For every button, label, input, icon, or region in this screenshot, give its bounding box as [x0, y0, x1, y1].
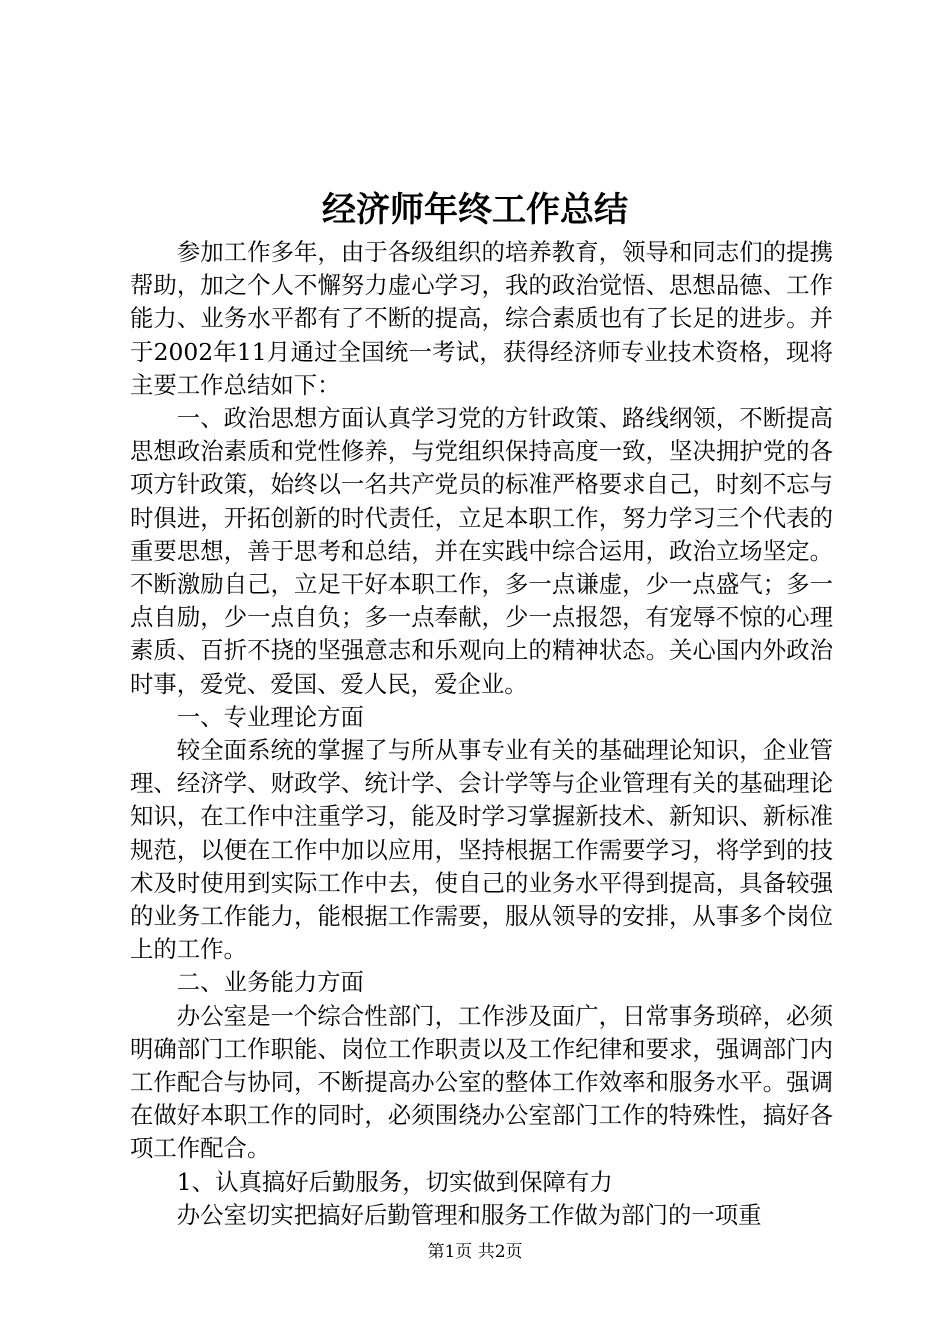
- logistics-paragraph: 办公室切实把搞好后勤管理和服务工作做为部门的一项重: [176, 1200, 762, 1229]
- document-body: [130, 236, 833, 1232]
- business-ability-paragraph: 办公室是一个综合性部门，工作涉及面广，日常事务琐碎，必须明确部门工作职能、岗位工作职责以及工作纪律和要求，强调部门内工作配合与协同，不断提高办公室的整体工作效率和服务水平。强调在做好本职工作的同时，必须围绕办公室部门工作的特殊性，搞好各项工作配合。: [130, 1001, 833, 1163]
- political-thought-paragraph: 一、政治思想方面认真学习党的方针政策、路线纲领，不断提高思想政治素质和党性修养，与党组织保持高度一致，坚决拥护党的各项方针政策，始终以一名共产党员的标准严格要求自己，时刻不忘与时俱进，开拓创新的时代责任，立足本职工作，努力学习三个代表的重要思想，善于思考和总结，并在实践中综合运用，政治立场坚定。不断激励自己，立足干好本职工作，多一点谦虚，少一点盛气；多一点自励，少一点自负；多一点奉献，少一点报怨，有宠辱不惊的心理素质、百折不挠的坚强意志和乐观向上的精神状态。关心国内外政治时事，爱党、爱国、爱人民，爱企业。: [130, 404, 833, 698]
- page-footer: 第1页 共2页: [427, 1242, 523, 1262]
- subsection-heading-logistics: 1、认真搞好后勤服务，切实做到保障有力: [176, 1167, 613, 1196]
- section-heading-business-ability: 二、业务能力方面: [176, 968, 364, 997]
- document-title: 经济师年终工作总结: [322, 190, 628, 230]
- professional-theory-paragraph: 较全面系统的掌握了与所从事专业有关的基础理论知识，企业管理、经济学、财政学、统计学、会计学等与企业管理有关的基础理论知识，在工作中注重学习，能及时学习掌握新技术、新知识、新标准规范，以便在工作中加以应用，坚持根据工作需要学习，将学到的技术及时使用到实际工作中去，使自己的业务水平得到提高，具备较强的业务工作能力，能根据工作需要，服从领导的安排，从事多个岗位上的工作。: [130, 736, 833, 964]
- section-heading-professional-theory: 一、专业理论方面: [176, 702, 364, 731]
- intro-paragraph: 参加工作多年，由于各级组织的培养教育，领导和同志们的提携帮助，加之个人不懈努力虚心学习，我的政治觉悟、思想品德、工作能力、业务水平都有了不断的提高，综合素质也有了长足的进步。并于2002年11月通过全国统一考试，获得经济师专业技术资格，现将主要工作总结如下：: [130, 238, 833, 399]
